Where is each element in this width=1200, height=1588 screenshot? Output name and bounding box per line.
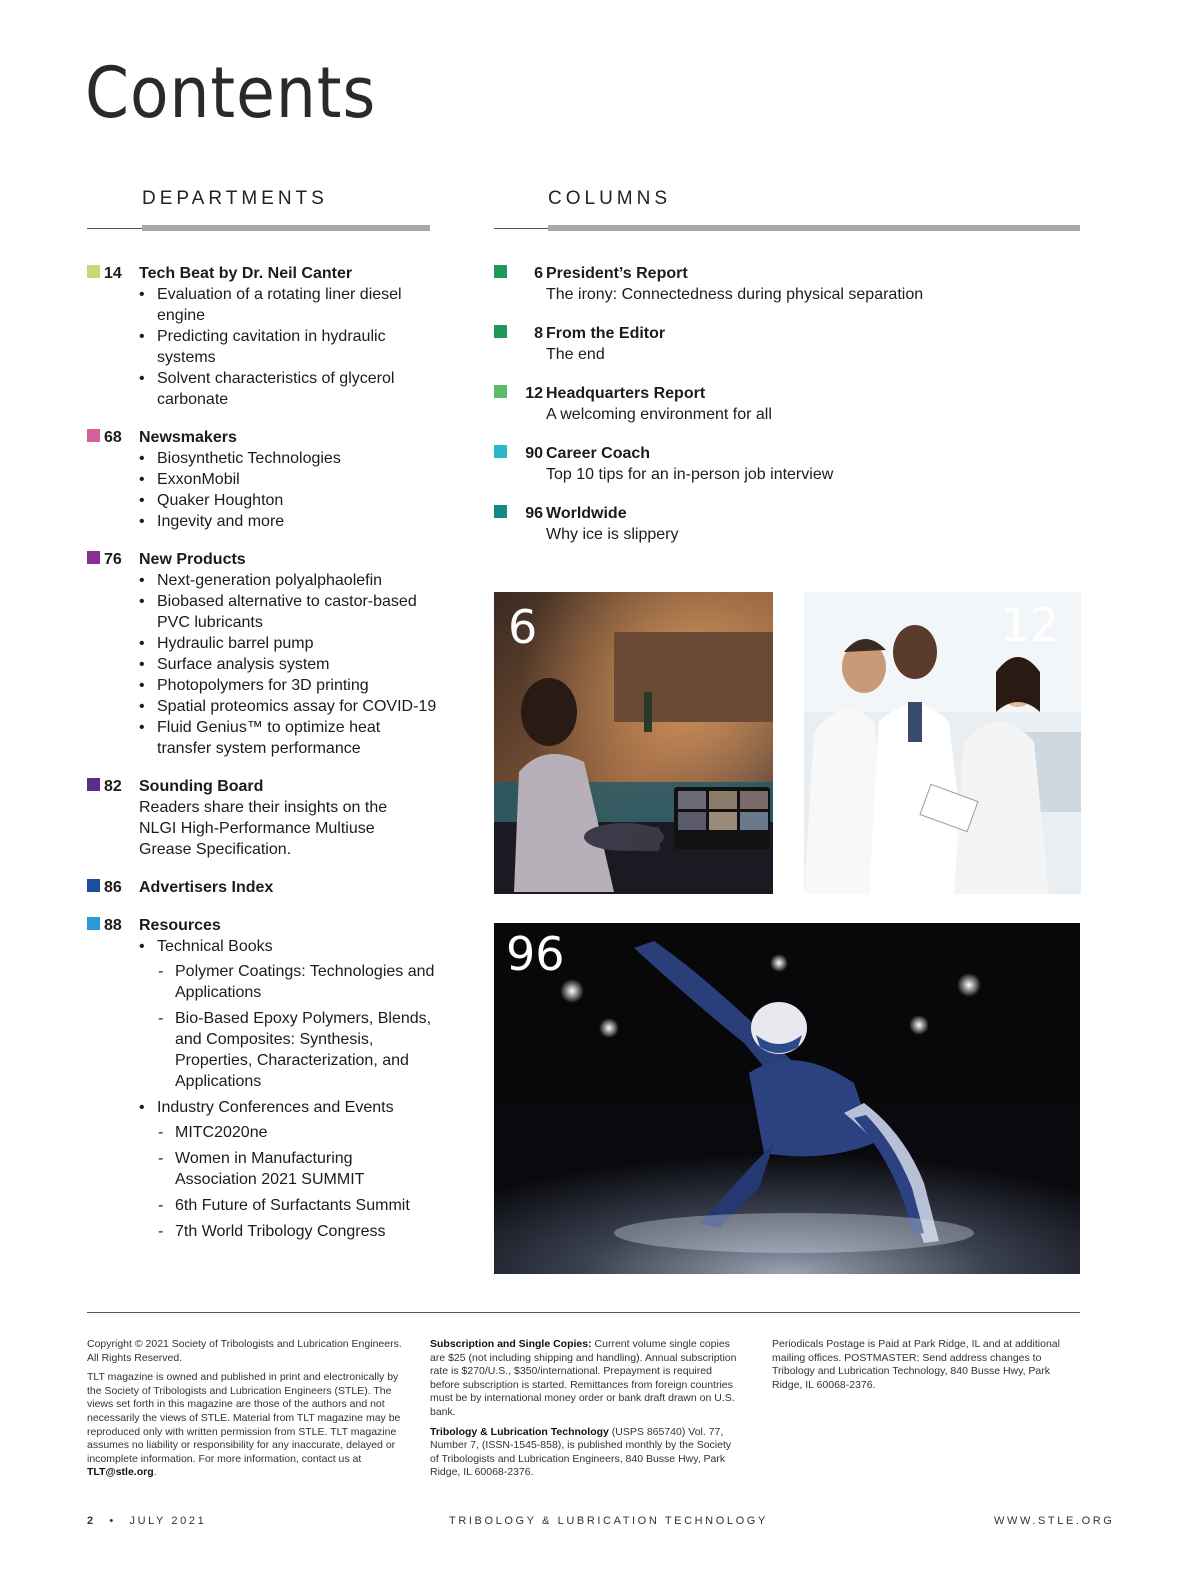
color-marker <box>494 445 507 458</box>
entry-description: Readers share their insights on the NLGI High-Performance Multiuse Grease Specification. <box>139 799 388 858</box>
color-marker <box>87 879 100 892</box>
list-item: • Ingevity and more <box>139 511 437 532</box>
footer-divider <box>87 1312 1080 1313</box>
sub-list-item: - Women in Manufacturing Association 2021 SUMMIT <box>157 1148 437 1190</box>
postage-text: Periodicals Postage is Paid at Park Ridge, IL and at additional mailing offices. POSTMASTER: Send address changes to Tribology and Lubrication Technology, 840 Busse Hwy, Park Ridge, IL 60068-2376. <box>772 1338 1060 1391</box>
color-marker <box>87 917 100 930</box>
publication-label: Tribology & Lubrication Technology <box>430 1425 609 1438</box>
department-entry-new-products[interactable] <box>87 549 437 759</box>
entry-description: The end <box>546 346 605 363</box>
department-entry-resources[interactable] <box>87 915 437 1242</box>
column-entry-career-coach[interactable] <box>494 443 1054 485</box>
list-item: • Next-generation polyalphaolefin <box>139 570 437 591</box>
list-item: • Fluid Genius™ to optimize heat transfer system performance <box>139 717 437 759</box>
page-number: 88 <box>104 917 122 934</box>
list-item: • Spatial proteomics assay for COVID-19 <box>139 696 437 717</box>
department-entry-advertisers-index[interactable] <box>87 877 437 898</box>
columns-rule-thick <box>548 225 1080 231</box>
footer-subscription-column <box>430 1338 740 1486</box>
copyright-text: Copyright © 2021 Society of Tribologists and Lubrication Engineers. All Rights Reserved. <box>87 1338 402 1364</box>
departments-rule-thin <box>87 228 147 229</box>
departments-heading: DEPARTMENTS <box>142 188 328 209</box>
department-entry-sounding-board[interactable] <box>87 776 437 860</box>
list-item <box>139 1097 437 1242</box>
photo-page-number: 96 <box>506 927 565 981</box>
entry-title: Advertisers Index <box>139 879 274 896</box>
departments-list <box>87 263 437 1259</box>
folio-separator: • <box>109 1515 116 1527</box>
entry-description: Top 10 tips for an in-person job interview <box>546 466 834 483</box>
page-number: 14 <box>104 265 122 282</box>
group-label: Industry Conferences and Events <box>157 1099 394 1116</box>
entry-title: From the Editor <box>546 325 666 342</box>
entry-title: Worldwide <box>546 505 627 522</box>
subscription-text: Current volume single copies are $25 (not including shipping and handling). Annual subscription rate is $270/U.S., $350/international. Prepayment is required before subscription is started. Remittances from foreign countries must be by international money order or bank draft drawn on U.S. bank. <box>430 1338 737 1418</box>
column-entry-worldwide[interactable] <box>494 503 1054 545</box>
sub-list-item: - 7th World Tribology Congress <box>157 1221 437 1242</box>
color-marker <box>87 551 100 564</box>
list-item: • Biobased alternative to castor-based PVC lubricants <box>139 591 437 633</box>
list-item: • Predicting cavitation in hydraulic systems <box>139 326 437 368</box>
list-item: • Surface analysis system <box>139 654 437 675</box>
entry-title: Sounding Board <box>139 778 264 795</box>
page-number: 68 <box>104 429 122 446</box>
folio-issue: JULY 2021 <box>129 1515 207 1527</box>
photo-video-call[interactable] <box>494 592 773 894</box>
photo-page-number: 12 <box>1000 598 1059 652</box>
sub-list-item: - Polymer Coatings: Technologies and Applications <box>157 961 437 1003</box>
subscription-info <box>430 1338 740 1420</box>
entry-title: President’s Report <box>546 265 688 282</box>
column-entry-from-the-editor[interactable] <box>494 323 1054 365</box>
photo-speed-skater[interactable] <box>494 923 1080 1274</box>
department-entry-tech-beat[interactable] <box>87 263 437 410</box>
page-number: 76 <box>104 551 122 568</box>
entry-description: Why ice is slippery <box>546 526 679 543</box>
color-marker <box>494 265 507 278</box>
entry-title: Newsmakers <box>139 429 237 446</box>
page-number: 96 <box>525 505 543 522</box>
page-number: 90 <box>525 445 543 462</box>
entry-title: Career Coach <box>546 445 651 462</box>
folio-left <box>87 1515 206 1527</box>
entry-title: Resources <box>139 917 221 934</box>
color-marker <box>494 385 507 398</box>
sub-list-item: - MITC2020ne <box>157 1122 437 1143</box>
list-item: • Photopolymers for 3D printing <box>139 675 437 696</box>
list-item: • Solvent characteristics of glycerol carbonate <box>139 368 437 410</box>
color-marker <box>87 429 100 442</box>
page-number: 8 <box>534 325 543 342</box>
entry-title: Headquarters Report <box>546 385 706 402</box>
footer-postage-column <box>772 1338 1072 1398</box>
footer-copyright-column <box>87 1338 407 1486</box>
list-item: • ExxonMobil <box>139 469 437 490</box>
columns-list <box>494 263 1054 563</box>
publication-text: (USPS 865740) Vol. 77, Number 7, (ISSN-1545-858), is published monthly by the Society of Tribologists and Lubrication Engineers, 840 Busse Hwy, Park Ridge, IL 60068-2376. <box>430 1425 732 1479</box>
columns-rule-thin <box>494 228 554 229</box>
folio-website[interactable]: WWW.STLE.ORG <box>994 1515 1115 1527</box>
color-marker <box>494 325 507 338</box>
list-item: • Biosynthetic Technologies <box>139 448 437 469</box>
publication-info <box>430 1426 740 1480</box>
page-number: 86 <box>104 879 122 896</box>
color-marker <box>494 505 507 518</box>
sub-list-item: - Bio-Based Epoxy Polymers, Blends, and Composites: Synthesis, Properties, Characterization, and Applications <box>157 1008 437 1092</box>
columns-heading: COLUMNS <box>548 188 672 209</box>
folio-publication: TRIBOLOGY & LUBRICATION TECHNOLOGY <box>449 1515 768 1527</box>
page-number: 12 <box>525 385 543 402</box>
list-item: • Hydraulic barrel pump <box>139 633 437 654</box>
folio-page-number: 2 <box>87 1515 96 1527</box>
entry-description: The irony: Connectedness during physical separation <box>546 286 924 303</box>
entry-title: Tech Beat by Dr. Neil Canter <box>139 265 353 282</box>
list-item: • Quaker Houghton <box>139 490 437 511</box>
color-marker <box>87 265 100 278</box>
photo-scientists[interactable] <box>804 592 1081 894</box>
departments-rule-thick <box>142 225 430 231</box>
list-item: • Evaluation of a rotating liner diesel engine <box>139 284 437 326</box>
column-entry-headquarters-report[interactable] <box>494 383 1054 425</box>
subscription-label: Subscription and Single Copies: <box>430 1338 592 1350</box>
entry-title: New Products <box>139 551 246 568</box>
department-entry-newsmakers[interactable] <box>87 427 437 532</box>
list-item <box>139 936 437 1092</box>
column-entry-presidents-report[interactable] <box>494 263 1054 305</box>
page-number: 6 <box>534 265 543 282</box>
tlt-disclaimer <box>87 1371 407 1480</box>
sub-list-item: - 6th Future of Surfactants Summit <box>157 1195 437 1216</box>
speed-skater-illustration <box>494 923 1080 1274</box>
group-label: Technical Books <box>157 938 273 955</box>
entry-description: A welcoming environment for all <box>546 406 772 423</box>
disclaimer-text: TLT magazine is owned and published in print and electronically by the Society of Tribologists and Lubrication Engineers (STLE). The views set forth in this magazine are those of the authors and not necessarily the views of STLE. Material from TLT magazine may be reproduced only with written permission from STLE. TLT magazine assumes no liability or responsibility for any inaccurate, delayed or incomplete information. For more information, contact us at <box>87 1371 401 1465</box>
page-number: 82 <box>104 778 122 795</box>
color-marker <box>87 778 100 791</box>
disclaimer-end: . <box>153 1466 157 1479</box>
page-title: Contents <box>85 52 377 134</box>
photo-page-number: 6 <box>508 600 538 654</box>
contact-email[interactable]: TLT@stle.org <box>87 1466 154 1479</box>
